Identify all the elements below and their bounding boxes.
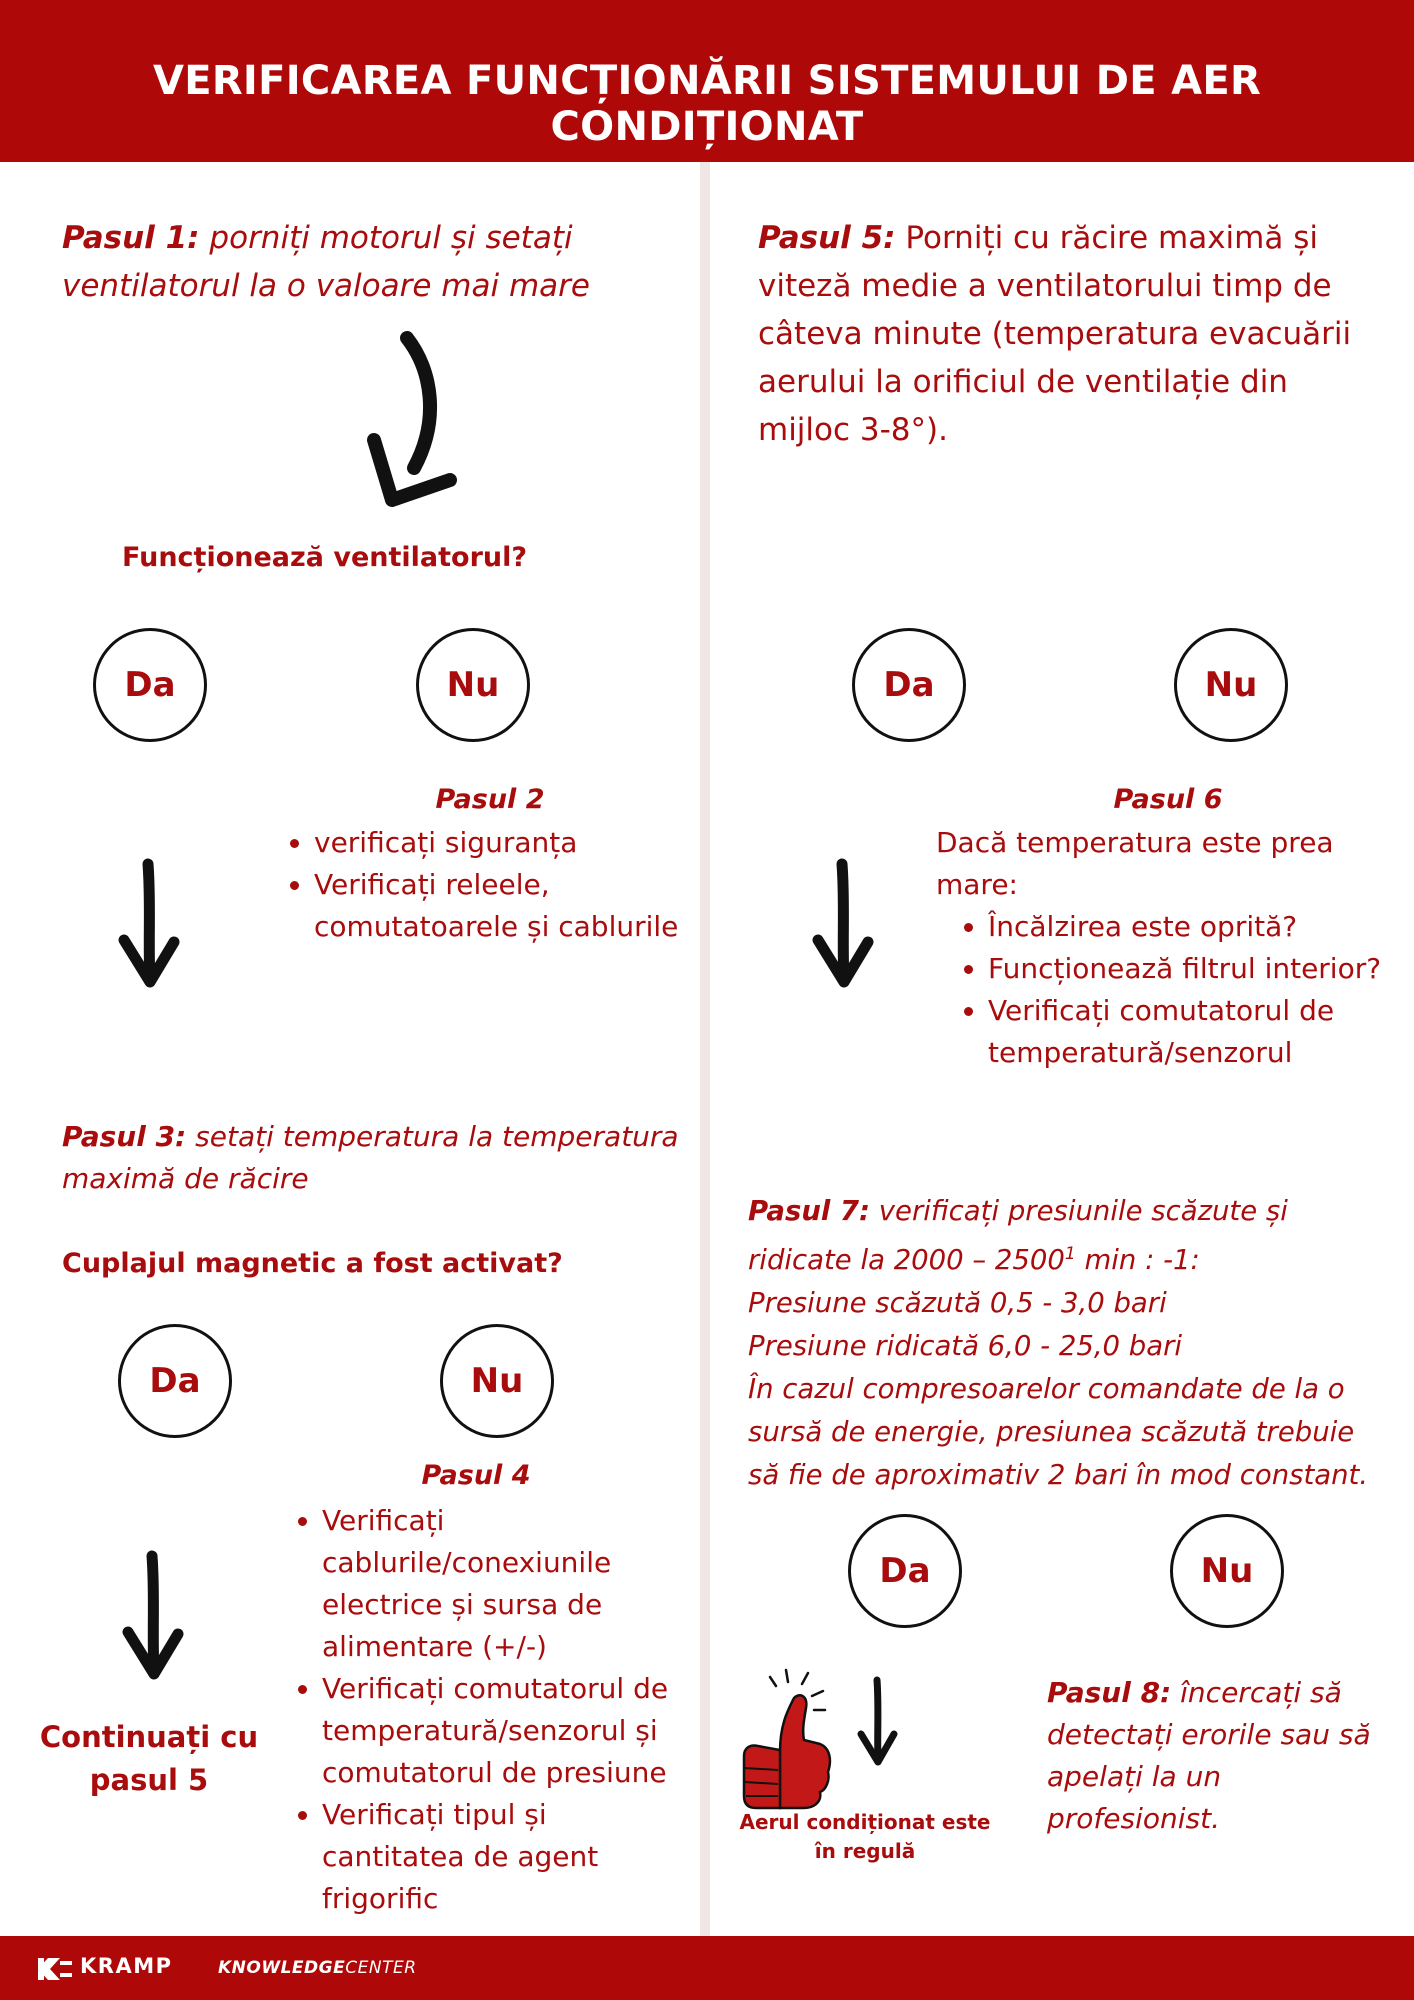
down-arrow-icon <box>122 1550 184 1682</box>
down-arrow-icon <box>118 858 180 990</box>
step-7-text: verificați presiunile scăzute și ridicate la 2000 – 2500 <box>748 1195 1288 1277</box>
no-circle: Nu <box>440 1324 554 1438</box>
yes-circle: Da <box>852 628 966 742</box>
step-7-line: În cazul compresoarelor comandate de la o sursă de energie, presiunea scăzută trebuie să fie de aproximativ 2 bari în mod constant. <box>748 1373 1369 1492</box>
thumbs-up-icon <box>736 1664 846 1818</box>
step-8-text: încercați să detectați erorile sau să apelați la un profesionist. <box>1047 1676 1371 1835</box>
yes-circle: Da <box>848 1514 962 1628</box>
yes-circle: Da <box>118 1324 232 1438</box>
step-1 <box>62 214 622 310</box>
knowledge-center <box>218 1958 417 1978</box>
list-item: • Încălzirea este oprită? <box>988 906 1396 948</box>
step-3-label: Pasul 3: <box>62 1120 187 1153</box>
list-item: • Funcționează filtrul interior? <box>988 948 1396 990</box>
list-item: • Verificați releele, comutatoarele și cablurile <box>314 864 698 948</box>
list-item: • Verificați cablurile/conexiunile electrice și sursa de alimentare (+/-) <box>322 1500 696 1668</box>
no-circle: Nu <box>1170 1514 1284 1628</box>
header-banner <box>0 0 1414 162</box>
kramp-logo-icon <box>38 1958 72 1984</box>
brand-name: KRAMP <box>80 1954 173 1978</box>
step-3-text: setați temperatura la temperatura maximă de răcire <box>62 1120 679 1195</box>
list-item: • Verificați comutatorul de temperatură/senzorul și comutatorul de presiune <box>322 1668 696 1794</box>
page-title: VERIFICAREA FUNCȚIONĂRII SISTEMULUI DE AER CONDIȚIONAT <box>152 58 1262 150</box>
knowledge-label: KNOWLEDGE <box>218 1958 346 1978</box>
curved-arrow-icon <box>362 330 462 510</box>
ok-message: Aerul condiționat este în regulă <box>739 1810 991 1863</box>
step-7-superscript: 1 <box>1064 1244 1076 1264</box>
down-arrow-icon <box>812 858 874 990</box>
no-circle: Nu <box>1174 628 1288 742</box>
step-4-list <box>286 1500 696 1920</box>
step-1-label: Pasul 1: <box>62 220 200 256</box>
step-7-unit: min : -1: <box>1084 1244 1200 1277</box>
step-7-label: Pasul 7: <box>748 1195 871 1227</box>
step-7-line: Presiune ridicată 6,0 - 25,0 bari <box>748 1330 1183 1363</box>
step-5 <box>758 214 1368 454</box>
step-2-title: Pasul 2 <box>435 784 545 815</box>
continue-note: Continuați cu pasul 5 <box>39 1720 259 1797</box>
question-clutch: Cuplajul magnetic a fost activat? <box>62 1248 563 1279</box>
step-5-text: Porniți cu răcire maximă și viteză medie a ventilatorului timp de câteva minute (temperatura evacuării aerului la orificiul de ventilație din mijloc 3-8°). <box>758 220 1352 448</box>
list-item: • Verificați tipul și cantitatea de agent frigorific <box>322 1794 696 1920</box>
step-3 <box>62 1116 682 1200</box>
step-6-body <box>936 822 1396 1074</box>
step-6-intro: Dacă temperatura este prea mare: <box>936 826 1334 901</box>
step-8-label: Pasul 8: <box>1047 1676 1172 1709</box>
step-7-line: Presiune scăzută 0,5 - 3,0 bari <box>748 1287 1167 1320</box>
footer-bar <box>0 1936 1414 2000</box>
step-6-title: Pasul 6 <box>1113 784 1223 815</box>
step-5-label: Pasul 5: <box>758 220 896 256</box>
step-1-text: porniți motorul și setați ventilatorul la o valoare mai mare <box>62 220 590 304</box>
step-4-title: Pasul 4 <box>421 1460 531 1491</box>
down-arrow-icon <box>856 1676 900 1768</box>
column-divider <box>700 162 710 1936</box>
list-item: • Verificați comutatorul de temperatură/senzorul <box>988 990 1396 1074</box>
yes-circle: Da <box>93 628 207 742</box>
step-8 <box>1047 1672 1377 1840</box>
step-7 <box>748 1190 1388 1497</box>
question-fan: Funcționează ventilatorul? <box>122 542 528 573</box>
no-circle: Nu <box>416 628 530 742</box>
center-label: CENTER <box>345 1958 417 1978</box>
list-item: • verificați siguranța <box>314 822 698 864</box>
step-2-list <box>278 822 698 948</box>
